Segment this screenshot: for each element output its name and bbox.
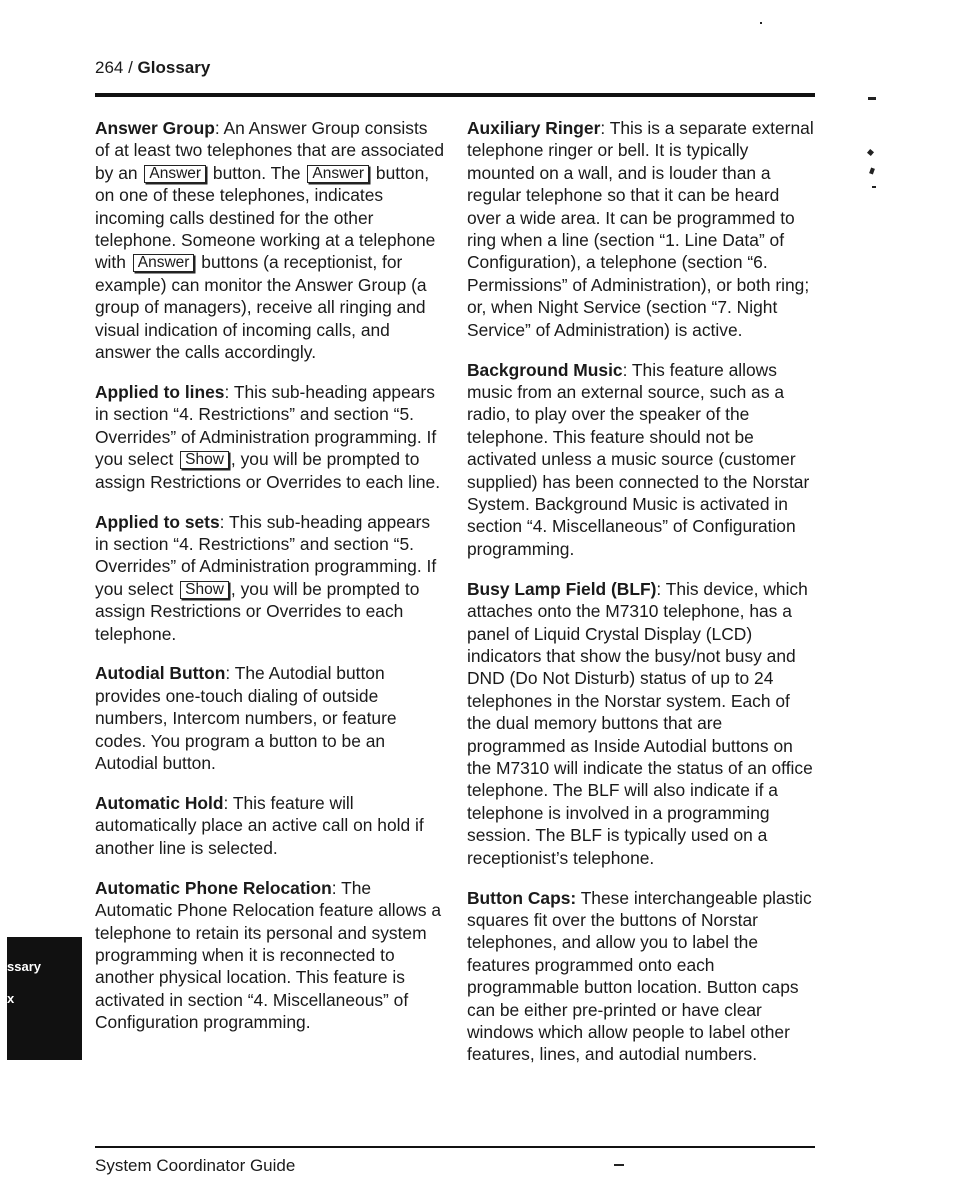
glossary-entry bbox=[467, 887, 817, 1066]
definition-text: : This sub-heading appears in section “4. Restrictions” and section “5. Overrides” of Administration programming. If you select bbox=[95, 381, 437, 470]
glossary-term: Applied to lines bbox=[95, 381, 225, 402]
definition-text: : This feature allows music from an external source, such as a radio, to play over the speaker of the telephone. This feature should not be activated unless a music source (customer supplied) has been connected to the Norstar System. Background Music is activated in section “4. Miscellaneous” of Configuration programming. bbox=[467, 359, 810, 559]
glossary-entry bbox=[467, 578, 817, 869]
scan-speck bbox=[867, 149, 874, 156]
glossary-term: Applied to sets bbox=[95, 511, 220, 532]
definition-text: : An Answer Group consists of at least two telephones that are associated by an bbox=[95, 118, 445, 183]
definition-text: : The Automatic Phone Relocation feature allows a telephone to retain its personal and system programming when it is reconnected to another physical location. This feature is activated in section “4. Miscellaneous” of Configuration programming. bbox=[95, 877, 442, 1033]
page-header bbox=[95, 58, 210, 78]
top-rule bbox=[95, 93, 815, 97]
definition-text: These interchangeable plastic squares fit over the buttons of Norstar telephones, and allow you to label the features programmed onto each programmable button location. Button caps can be either pre-printed or have clear windows which allow people to label other features, lines, and autodial numbers. bbox=[467, 887, 812, 1065]
glossary-entry bbox=[95, 511, 445, 645]
definition-text: : The Autodial button provides one-touch dialing of outside numbers, Intercom numbers, or feature codes. You program a button to be an Autodial button. bbox=[95, 663, 397, 774]
glossary-entry bbox=[467, 117, 817, 341]
glossary-term: Automatic Hold bbox=[95, 792, 224, 813]
definition-text: button, on one of these telephones, indicates incoming calls destined for the other telephone. Someone working at a telephone with bbox=[95, 162, 436, 273]
right-column bbox=[467, 117, 817, 1083]
definition-text: , you will be prompted to assign Restrictions or Overrides to each line. bbox=[95, 449, 441, 492]
glossary-entry bbox=[95, 381, 445, 493]
definition-text: button. The bbox=[208, 162, 306, 183]
glossary-term: Auxiliary Ringer bbox=[467, 118, 601, 138]
key-label: Show bbox=[180, 581, 229, 599]
glossary-entry bbox=[467, 359, 817, 561]
definition-text: , you will be prompted to assign Restrictions or Overrides to each telephone. bbox=[95, 578, 420, 644]
definition-text: : This is a separate external telephone ringer or bell. It is typically mounted on a wall, and is louder than a regular telephone so that it can be heard over a wide area. It can be programmed to ring when a line (section “1. Line Data” of Configuration), a telephone (section “6. Permissions” of Administration), or both ring; or, when Night Service (section “7. Night Service” of Administration) is active. bbox=[467, 118, 814, 340]
glossary-entry bbox=[95, 792, 445, 859]
bottom-rule bbox=[95, 1146, 815, 1148]
glossary-term: Button Caps: bbox=[467, 887, 577, 908]
scan-speck bbox=[872, 186, 876, 188]
key-label: Answer bbox=[133, 254, 195, 272]
page-footer: System Coordinator Guide bbox=[95, 1156, 296, 1175]
side-tab-label-glossary: ssary bbox=[7, 959, 41, 974]
scan-speck bbox=[760, 22, 762, 24]
key-label: Answer bbox=[307, 165, 369, 183]
glossary-entry bbox=[95, 117, 445, 363]
key-label: Answer bbox=[144, 165, 206, 183]
definition-text: : This device, which attaches onto the M7310 telephone, has a panel of Liquid Crystal Display (LCD) indicators that show the busy/not busy and DND (Do Not Disturb) status of up to 24 telephones in the Norstar system. Each of the dual memory buttons that are programmed as Inside Autodial buttons on the M7310 will indicate the status of an office telephone. The BLF will also indicate if a telephone is involved in a programming session. The BLF is typically used on a receptionist’s telephone. bbox=[467, 578, 813, 868]
glossary-term: Autodial Button bbox=[95, 663, 226, 684]
glossary-term: Background Music bbox=[467, 359, 623, 380]
scan-speck bbox=[869, 167, 875, 174]
definition-text: buttons (a receptionist, for example) can monitor the Answer Group (a group of managers), receive all ringing and visual indication of incoming calls, and answer the calls accordingly. bbox=[95, 252, 427, 363]
page-number: 264 / bbox=[95, 58, 133, 77]
key-label: Show bbox=[180, 451, 229, 469]
left-column bbox=[95, 117, 445, 1051]
side-thumb-tab bbox=[7, 937, 82, 1060]
scan-speck bbox=[614, 1164, 624, 1166]
glossary-term: Answer Group bbox=[95, 118, 215, 138]
definition-text: : This sub-heading appears in section “4. Restrictions” and section “5. Overrides” of Administration programming. If you select bbox=[95, 511, 437, 599]
side-tab-label-index: x bbox=[7, 991, 15, 1006]
section-title: Glossary bbox=[137, 58, 211, 77]
glossary-entry bbox=[95, 662, 445, 774]
glossary-term: Automatic Phone Relocation bbox=[95, 877, 332, 898]
glossary-term: Busy Lamp Field (BLF) bbox=[467, 578, 657, 599]
glossary-entry bbox=[95, 877, 445, 1034]
scan-speck bbox=[868, 97, 876, 100]
definition-text: : This feature will automatically place an active call on hold if another line is selected. bbox=[95, 792, 424, 858]
